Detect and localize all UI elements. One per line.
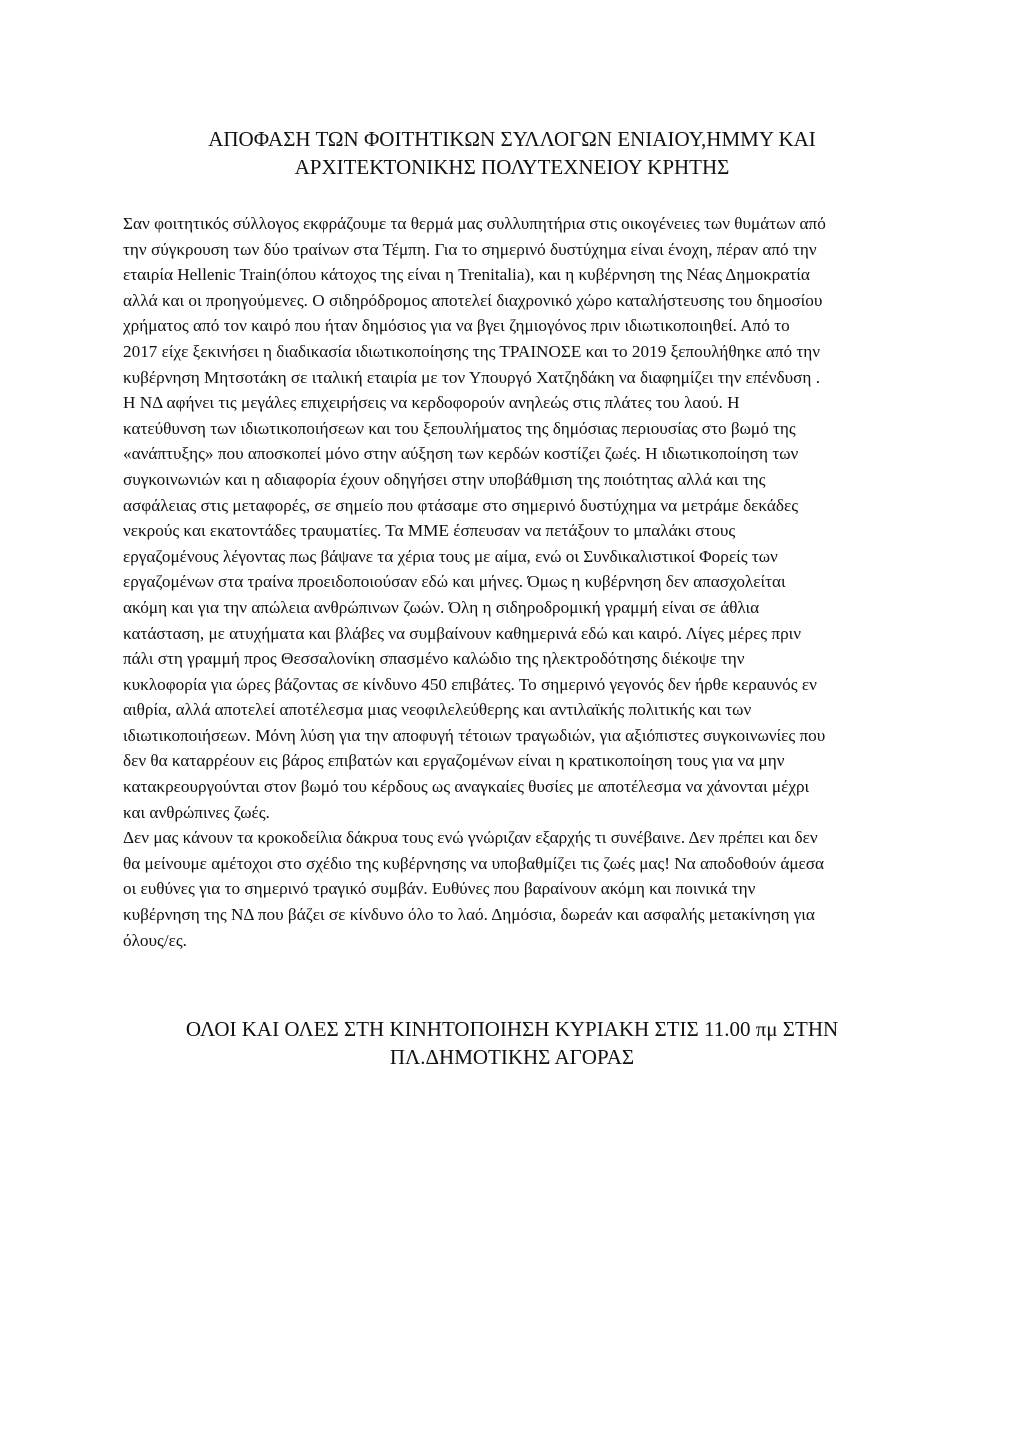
- body-line: Δεν μας κάνουν τα κροκοδείλια δάκρυα τους ενώ γνώριζαν εξαρχής τι συνέβαινε. Δεν πρέπει και δεν: [123, 828, 818, 848]
- body-line: ιδιωτικοποιήσεων. Μόνη λύση για την αποφυγή τέτοιων τραγωδιών, για αξιόπιστες συγκοινωνίες που: [123, 725, 826, 745]
- body-line: οι ευθύνες για το σημερινό τραγικό συμβάν. Ευθύνες που βαραίνουν ακόμη και ποινικά την: [123, 879, 756, 899]
- body-line: εργαζομένων στα τραίνα προειδοποιούσαν εδώ και μήνες. Όμως η κυβέρνηση δεν απασχολείται: [123, 572, 786, 592]
- body-line: ασφάλειας στις μεταφορές, σε σημείο που φτάσαμε στο σημερινό δυστύχημα να μετράμε δεκάδες: [123, 495, 799, 515]
- body-line: εταιρία Hellenic Train(όπου κάτοχος της είναι η Trenitalia), και η κυβέρνηση της Νέας Δημοκρατία: [123, 265, 810, 285]
- document-body: [123, 211, 913, 953]
- document-title: [100, 125, 924, 181]
- body-line: αιθρία, αλλά αποτελεί αποτέλεσμα μιας νεοφιλελεύθερης και αντιλαϊκής πολιτικής και των: [123, 700, 752, 720]
- mobilization-call: [100, 1015, 924, 1071]
- body-line: κατεύθυνση των ιδιωτικοποιήσεων και του ξεπουλήματος της δημόσιας περιουσίας στο βωμό της: [123, 418, 796, 438]
- body-line: και ανθρώπινες ζωές.: [123, 802, 270, 822]
- body-line: όλους/ες.: [123, 930, 187, 950]
- title-line: ΑΠΟΦΑΣΗ ΤΩΝ ΦΟΙΤΗΤΙΚΩΝ ΣΥΛΛΟΓΩΝ ΕΝΙΑΙΟΥ,ΗΜΜΥ ΚΑΙ: [208, 127, 816, 151]
- body-line: κυβέρνηση Μητσοτάκη σε ιταλική εταιρία με τον Υπουργό Χατζηδάκη να διαφημίζει την επένδυση .: [123, 367, 821, 387]
- body-line: χρήματος από τον καιρό που ήταν δημόσιος για να βγει ζημιογόνος πριν ιδιωτικοποιηθεί. Από το: [123, 316, 790, 336]
- title-line: ΑΡΧΙΤΕΚΤΟΝΙΚΗΣ ΠΟΛΥΤΕΧΝΕΙΟΥ ΚΡΗΤΗΣ: [294, 155, 730, 179]
- body-line: συγκοινωνιών και η αδιαφορία έχουν οδηγήσει στην υποβάθμιση της ποιότητας αλλά και της: [123, 469, 766, 489]
- body-line: κατακρεουργούνται στον βωμό του κέρδους ως αναγκαίες θυσίες με αποτέλεσμα να χάνονται μέχρι: [123, 777, 810, 797]
- footer-line: ΟΛΟΙ ΚΑΙ ΟΛΕΣ ΣΤΗ ΚΙΝΗΤΟΠΟΙΗΣΗ ΚΥΡΙΑΚΗ ΣΤΙΣ 11.00 πμ ΣΤΗΝ: [185, 1017, 839, 1041]
- body-line: ακόμη και για την απώλεια ανθρώπινων ζωών. Όλη η σιδηροδρομική γραμμή είναι σε άθλια: [123, 597, 760, 617]
- body-line: Σαν φοιτητικός σύλλογος εκφράζουμε τα θερμά μας συλλυπητήρια στις οικογένειες των θυμάτων από: [123, 214, 826, 233]
- body-line: κυκλοφορία για ώρες βάζοντας σε κίνδυνο 450 επιβάτες. Το σημερινό γεγονός δεν ήρθε κεραυνός εν: [123, 674, 817, 694]
- body-line: κυβέρνηση της ΝΔ που βάζει σε κίνδυνο όλο το λαό. Δημόσια, δωρεάν και ασφαλής μετακίνηση για: [123, 905, 815, 925]
- body-line: Η ΝΔ αφήνει τις μεγάλες επιχειρήσεις να κερδοφορούν ανηλεώς στις πλάτες του λαού. Η: [123, 393, 740, 413]
- footer-line: ΠΛ.ΔΗΜΟΤΙΚΗΣ ΑΓΟΡΑΣ: [389, 1045, 635, 1069]
- body-line: 2017 είχε ξεκινήσει η διαδικασία ιδιωτικοποίησης της ΤΡΑΙΝΟΣΕ και το 2019 ξεπουλήθηκε από την: [123, 341, 821, 361]
- body-line: αλλά και οι προηγούμενες. Ο σιδηρόδρομος αποτελεί διαχρονικό χώρο καταλήστευσης του δημοσίου: [123, 290, 823, 310]
- body-line: εργαζομένους λέγοντας πως βάψανε τα χέρια τους με αίμα, ενώ οι Συνδικαλιστικοί Φορείς των: [123, 546, 778, 566]
- body-line: νεκρούς και εκατοντάδες τραυματίες. Τα ΜΜΕ έσπευσαν να πετάξουν το μπαλάκι στους: [123, 521, 736, 541]
- body-line: θα μείνουμε αμέτοχοι στο σχέδιο της κυβέρνησης να υποβαθμίζει τις ζωές μας! Να αποδοθούν άμεσα: [123, 853, 825, 873]
- body-line: κατάσταση, με ατυχήματα και βλάβες να συμβαίνουν καθημερινά εδώ και καιρό. Λίγες μέρες πριν: [123, 623, 802, 643]
- body-line: «ανάπτυξης» που αποσκοπεί μόνο στην αύξηση των κερδών κοστίζει ζωές. Η ιδιωτικοποίηση των: [123, 444, 799, 464]
- body-line: πάλι στη γραμμή προς Θεσσαλονίκη σπασμένο καλώδιο της ηλεκτροδότησης διέκοψε την: [123, 649, 745, 669]
- body-line: δεν θα καταρρέουν εις βάρος επιβατών και εργαζομένων είναι η κρατικοποίηση τους για να μην: [123, 751, 785, 771]
- body-line: την σύγκρουση των δύο τραίνων στα Τέμπη. Για το σημερινό δυστύχημα είναι ένοχη, πέραν από την: [123, 239, 817, 259]
